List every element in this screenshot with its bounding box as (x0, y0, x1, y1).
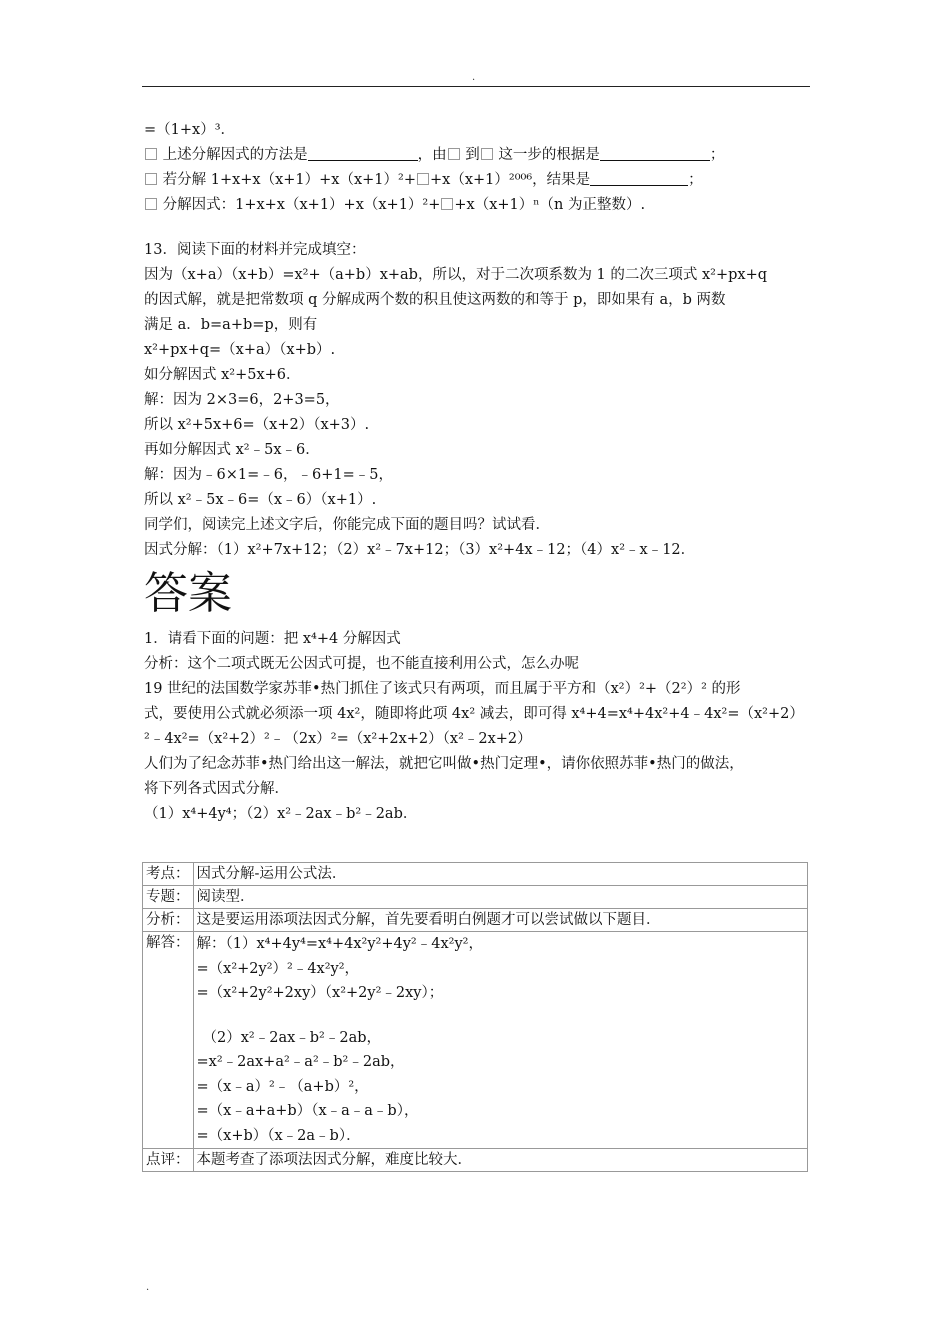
placeholder-box (481, 148, 493, 160)
header-rule (142, 86, 810, 87)
fill-in-line-2: 若分解 1+x+x（x+1）+x（x+1）²+ +x（x+1）²⁰⁰⁶，结果是 ； (144, 168, 812, 193)
q13-line: 同学们，阅读完上述文字后，你能完成下面的题目吗？试试看． (144, 517, 550, 533)
solution-cell (193, 932, 808, 1149)
q1-line: 人们为了纪念苏菲•热门给出这一解法，就把它叫做•热门定理•，请你依照苏菲•热门的做法， (144, 756, 744, 772)
solution-line: =（x﹣a）²﹣（a+b）²， (196, 1078, 369, 1095)
fill-in-line-1: 上述分解因式的方法是 ，由 到 这一步的根据是 ； (144, 143, 812, 168)
row-label: 考点： (143, 863, 194, 886)
q13-line: x²+px+q=（x+a）（x+b）. (144, 342, 336, 358)
analysis-table (142, 862, 808, 1172)
table-row (143, 932, 808, 1149)
q13-line: 因式分解：（1）x²+7x+12；（2）x²﹣7x+12；（3）x²+4x﹣12；（4）x²﹣x﹣12． (144, 542, 696, 558)
table-row (143, 863, 808, 886)
footer-dot: . (146, 1282, 150, 1293)
q13-line: 解：因为﹣6×1=﹣6，﹣6+1=﹣5， (144, 467, 393, 483)
row-label: 分析： (143, 909, 194, 932)
q1-line: （1）x⁴+4y⁴；（2）x²﹣2ax﹣b²﹣2ab． (144, 806, 418, 822)
ellipsis-box (417, 173, 429, 185)
q13-line: 满足 a．b=a+b=p，则有 (144, 317, 318, 333)
bullet-box (145, 173, 157, 185)
answer-blank[interactable] (590, 170, 688, 186)
page-content (144, 118, 812, 827)
table-row (143, 1149, 808, 1172)
q1-line: 分析：这个二项式既无公因式可提，也不能直接利用公式，怎么办呢 (144, 656, 579, 672)
formula-line: =（1+x）³． (144, 122, 236, 138)
solution-line: 解：（1）x⁴+4y⁴=x⁴+4x²y²+4y²﹣4x²y²， (196, 936, 483, 952)
q13-line: 解：因为 2×3=6，2+3=5， (144, 392, 340, 408)
solution-line: （2）x²﹣2ax﹣b²﹣2ab， (202, 1029, 382, 1046)
table-row (143, 909, 808, 932)
row-label: 点评： (143, 1149, 194, 1172)
solution-line: =（x²+2y²+2xy）（x²+2y²﹣2xy）； (196, 985, 444, 1001)
placeholder-box (448, 148, 460, 160)
q13-line: 再如分解因式 x²﹣5x﹣6． (144, 442, 320, 458)
answer-heading: 答案 (144, 568, 232, 619)
ellipsis-box (441, 198, 453, 210)
fill-in-line-3: 分解因式：1+x+x（x+1）+x（x+1）²+ +x（x+1）ⁿ（n 为正整数）. (144, 193, 812, 218)
row-label: 解答： (143, 932, 194, 1149)
row-text: 因式分解-运用公式法． (193, 863, 808, 886)
solution-gap (197, 1006, 805, 1026)
solution-line: =（x²+2y²）²﹣4x²y²， (196, 960, 360, 977)
answer-blank[interactable] (308, 145, 418, 161)
q1-line: 将下列各式因式分解． (144, 781, 289, 797)
q13-line: 所以 x²﹣5x﹣6=（x﹣6）（x+1）. (144, 492, 377, 508)
q1-line: 19 世纪的法国数学家苏菲•热门抓住了该式只有两项，而且属于平方和（x²）²+（2²）² 的形 (144, 681, 741, 697)
q13-line: 的因式解，就是把常数项 q 分解成两个数的积且使这两数的和等于 p，即如果有 a，b 两数 (144, 292, 726, 308)
question-13-title: 13．阅读下面的材料并完成填空： (144, 242, 366, 258)
q13-line: 因为（x+a）（x+b）=x²+（a+b）x+ab，所以，对于二次项系数为 1 的二次三项式 x²+px+q (144, 267, 768, 283)
q13-line: 所以 x²+5x+6=（x+2）（x+3）. (144, 417, 370, 433)
row-label: 专题： (143, 886, 194, 909)
row-text: 这是要运用添项法因式分解，首先要看明白例题才可以尝试做以下题目． (193, 909, 808, 932)
q1-line: ²﹣4x²=（x²+2）²﹣（2x）²=（x²+2x+2）（x²﹣2x+2） (144, 731, 532, 747)
q13-line: 如分解因式 x²+5x+6． (144, 367, 301, 383)
q1-line: 式，要使用公式就必须添一项 4x²，随即将此项 4x² 减去，即可得 x⁴+4=x⁴+4x²+4﹣4x²=（x²+2） (144, 706, 804, 722)
header-dot: . (472, 72, 476, 83)
row-text: 本题考查了添项法因式分解，难度比较大． (193, 1149, 808, 1172)
row-text: 阅读型． (193, 886, 808, 909)
q1-line: 1．请看下面的问题：把 x⁴+4 分解因式 (144, 631, 401, 647)
bullet-box (145, 148, 157, 160)
solution-line: =（x﹣a+a+b）（x﹣a﹣a﹣b）， (196, 1103, 419, 1119)
answer-blank[interactable] (600, 145, 710, 161)
table-row (143, 886, 808, 909)
bullet-box (145, 198, 157, 210)
solution-line: =（x+b）（x﹣2a﹣b）． (196, 1127, 361, 1144)
solution-line: =x²﹣2ax+a²﹣a²﹣b²﹣2ab， (196, 1054, 405, 1070)
